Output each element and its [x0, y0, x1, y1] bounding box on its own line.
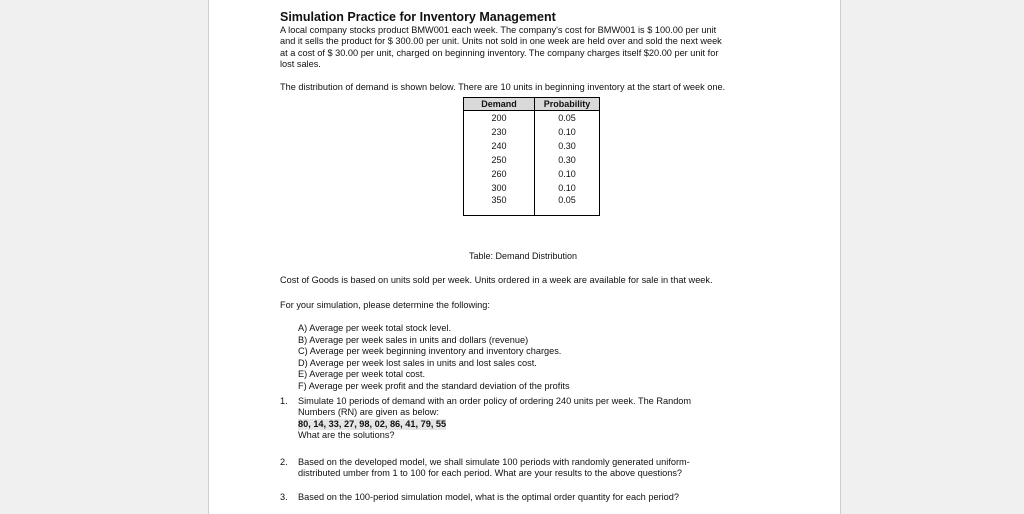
- demand-cell: 230: [464, 125, 535, 139]
- table-row: [464, 181, 600, 195]
- table-row: [464, 139, 600, 153]
- requirements-list: [298, 323, 570, 393]
- document-content: [280, 10, 790, 502]
- table-row: [464, 167, 600, 181]
- demand-cell: 200: [464, 111, 535, 126]
- question-number: 2.: [280, 457, 288, 467]
- demand-cell: 260: [464, 167, 535, 181]
- question-body: [298, 396, 768, 442]
- demand-cell: 300: [464, 181, 535, 195]
- probability-cell: 0.10: [535, 181, 600, 195]
- table-caption: Table: Demand Distribution: [469, 251, 578, 261]
- question-line: What are the solutions?: [298, 430, 395, 441]
- list-item: F) Average per week profit and the standard deviation of the profits: [298, 380, 570, 391]
- list-item: C) Average per week beginning inventory and inventory charges.: [298, 346, 562, 357]
- table-row: [464, 195, 600, 216]
- probability-cell: 0.30: [535, 153, 600, 167]
- intro-line: and it sells the product for $ 300.00 per unit. Units not sold in one week are held over and sold the next week: [280, 36, 722, 47]
- list-item: B) Average per week sales in units and dollars (revenue): [298, 334, 529, 345]
- question-line: Based on the 100-period simulation model, what is the optimal order quantity for each period?: [298, 492, 679, 502]
- question-line: Numbers (RN) are given as below:: [298, 407, 439, 418]
- question-body: [298, 492, 768, 503]
- demand-cell: 250: [464, 153, 535, 167]
- demand-cell: 240: [464, 139, 535, 153]
- table-row: [464, 125, 600, 139]
- probability-cell: 0.10: [535, 167, 600, 181]
- header-probability: Probability: [535, 98, 600, 111]
- table-header-row: [464, 98, 600, 111]
- cost-of-goods-text: Cost of Goods is based on units sold per week. Units ordered in a week are available for sale in that week.: [280, 275, 713, 285]
- question-line: distributed umber from 1 to 100 for each period. What are your results to the above questions?: [298, 468, 683, 479]
- probability-cell: 0.10: [535, 125, 600, 139]
- question-line: Based on the developed model, we shall simulate 100 periods with randomly generated uniform-: [298, 457, 690, 467]
- distribution-text: The distribution of demand is shown below. There are 10 units in beginning inventory at the start of week one.: [280, 81, 726, 92]
- intro-line: at a cost of $ 30.00 per unit, charged on beginning inventory. The company charges itself $20.00 per unit for: [280, 47, 719, 58]
- question-number: 3.: [280, 492, 288, 502]
- intro-paragraph: [280, 25, 790, 71]
- probability-cell: 0.05: [535, 195, 600, 216]
- demand-cell: 350: [464, 195, 535, 216]
- list-item: A) Average per week total stock level.: [298, 323, 452, 333]
- probability-cell: 0.30: [535, 139, 600, 153]
- question-body: [298, 457, 768, 480]
- header-demand: Demand: [464, 98, 535, 111]
- table-row: [464, 111, 600, 126]
- probability-cell: 0.05: [535, 111, 600, 126]
- determine-intro-text: For your simulation, please determine the following:: [280, 300, 490, 310]
- list-item: D) Average per week lost sales in units and lost sales cost.: [298, 357, 537, 368]
- document-title: Simulation Practice for Inventory Management: [280, 10, 556, 24]
- document-page: [208, 0, 841, 514]
- list-item: E) Average per week total cost.: [298, 369, 425, 380]
- table-row: [464, 153, 600, 167]
- random-numbers: 80, 14, 33, 27, 98, 02, 86, 41, 79, 55: [298, 418, 447, 429]
- demand-distribution-table: [463, 97, 600, 216]
- intro-line: lost sales.: [280, 59, 321, 70]
- question-number: 1.: [280, 396, 288, 406]
- question-line: Simulate 10 periods of demand with an order policy of ordering 240 units per week. The Random: [298, 396, 692, 406]
- intro-line: A local company stocks product BMW001 each week. The company's cost for BMW001 is $ 100.00 per unit: [280, 25, 717, 35]
